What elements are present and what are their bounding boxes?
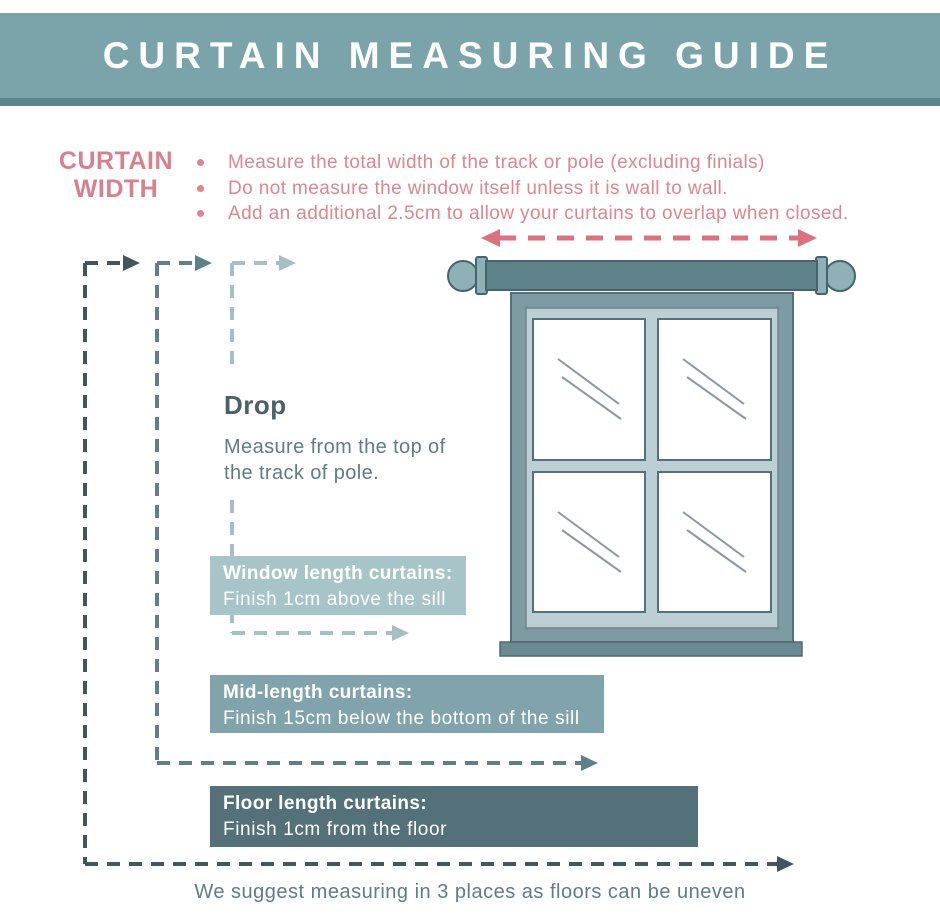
window-pane bbox=[533, 319, 645, 460]
window-pane bbox=[533, 472, 645, 612]
curtain-width-heading: CURTAIN WIDTH bbox=[58, 147, 174, 203]
window-length-box bbox=[210, 556, 466, 615]
bullet-text: Do not measure the window itself unless it is wall to wall. bbox=[228, 177, 728, 199]
bullet-text: Measure the total width of the track or pole (excluding finials) bbox=[228, 152, 765, 173]
mid-length-title: Mid-length curtains: bbox=[223, 682, 413, 703]
mid-length-box bbox=[210, 675, 604, 733]
window-length-title: Window length curtains: bbox=[223, 563, 453, 584]
floor-length-detail: Finish 1cm from the floor bbox=[223, 819, 448, 840]
window-pane bbox=[658, 319, 771, 460]
curtain-pole bbox=[448, 257, 855, 294]
mid-length-detail: Finish 15cm below the bottom of the sill bbox=[223, 708, 580, 729]
page-title: CURTAIN MEASURING GUIDE bbox=[102, 34, 838, 76]
footer-note: We suggest measuring in 3 places as floors can be uneven bbox=[194, 881, 746, 903]
drop-description: Measure from the top of the track of pole. bbox=[224, 436, 446, 484]
floor-length-box bbox=[210, 786, 698, 847]
window-sill bbox=[500, 642, 802, 656]
floor-length-title: Floor length curtains: bbox=[223, 793, 428, 814]
width-measure-arrow bbox=[481, 229, 817, 247]
bullet-text: Add an additional 2.5cm to allow your curtains to overlap when closed. bbox=[228, 203, 849, 224]
window-illustration bbox=[500, 293, 802, 656]
window-length-detail: Finish 1cm above the sill bbox=[223, 589, 447, 610]
drop-heading: Drop bbox=[224, 390, 287, 420]
window-pane bbox=[658, 472, 771, 612]
